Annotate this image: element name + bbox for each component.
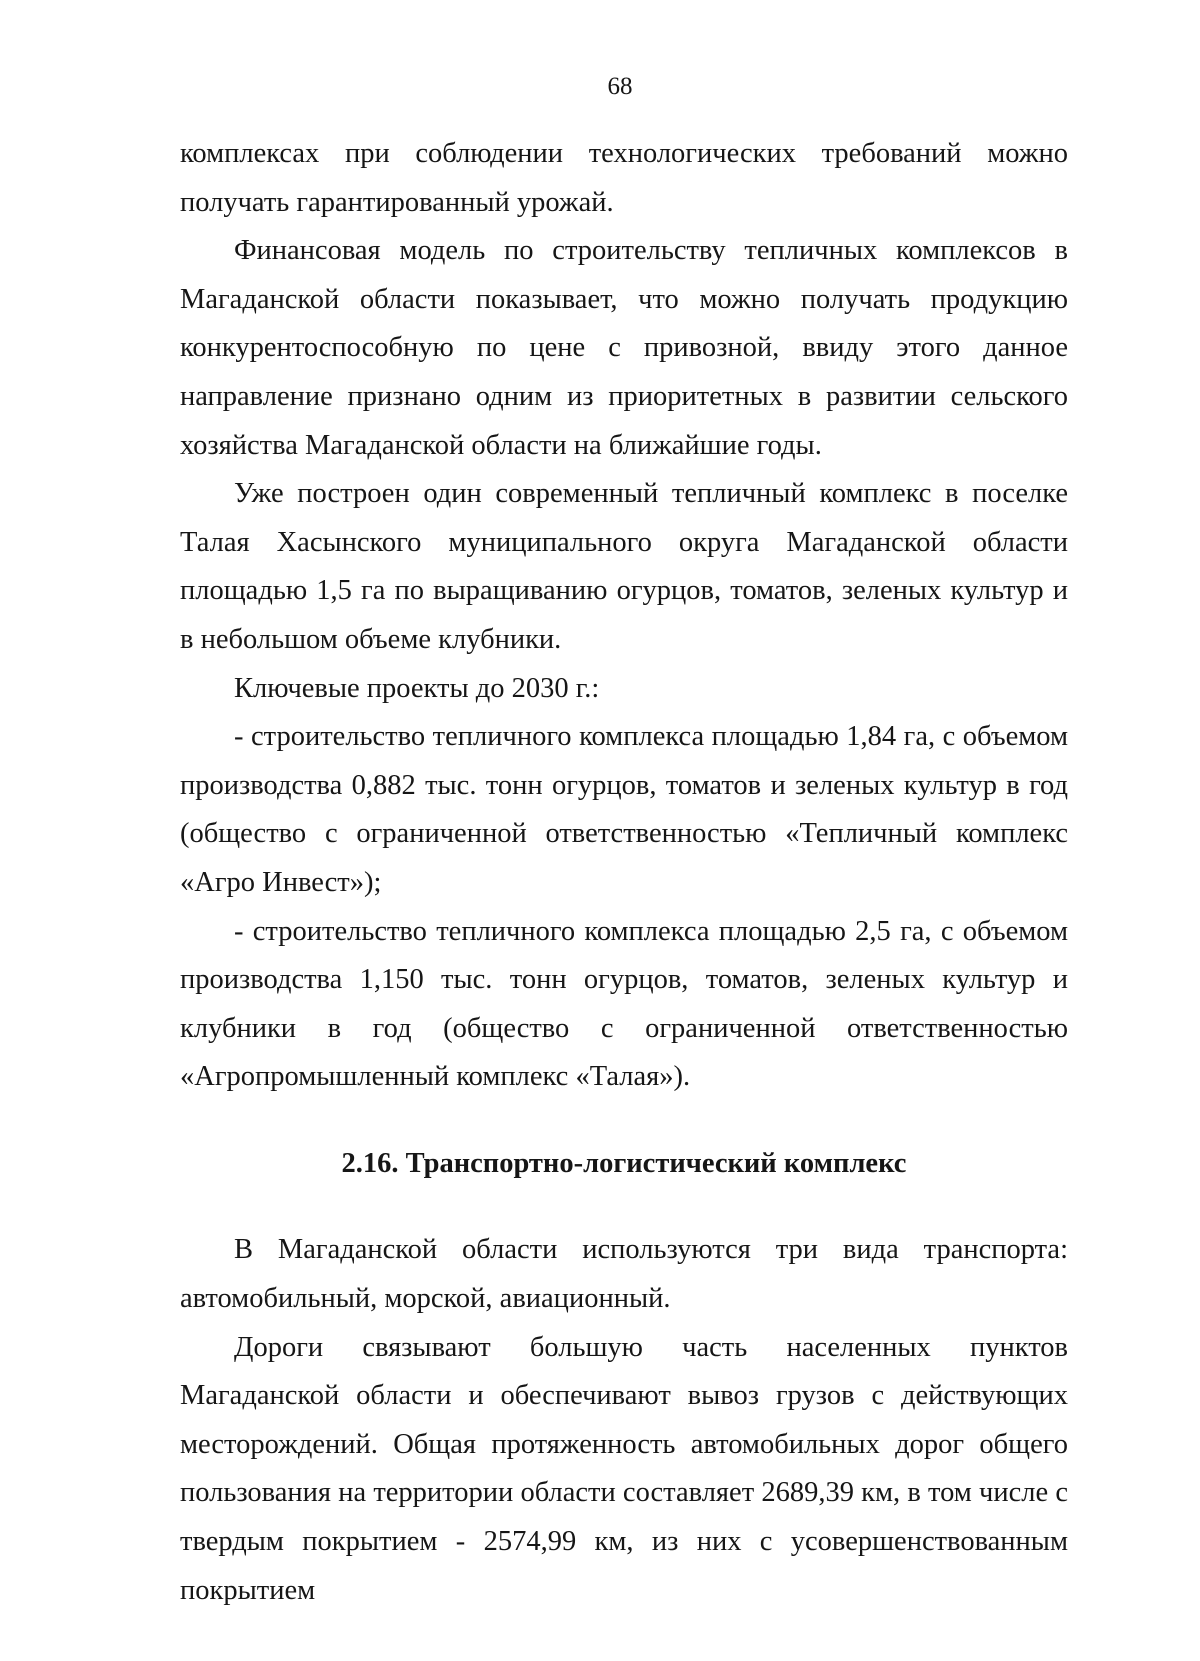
- page-number: 68: [607, 73, 633, 100]
- paragraph-roads: Дороги связывают большую часть населенных пунктов Магаданской области и обеспечивают вывоз грузов с действующих месторождений. Общая протяженность автомобильных дорог общего пользования на территории области составляет 2689,39 км, в том числе с твердым покрытием - 2574,99 км, из них с усовершенствованным покрытием: [180, 1331, 1068, 1606]
- document-body: [180, 130, 1068, 1615]
- paragraph-continuation: комплексах при соблюдении технологических требований можно получать гарантированный урожай.: [180, 138, 1068, 218]
- paragraph-financial-model: Финансовая модель по строительству тепличных комплексов в Магаданской области показывает, что можно получать продукцию конкурентоспособную по цене с привозной, ввиду этого данное направление признано одним из приоритетных в развитии сельского хозяйства Магаданской области на ближайшие годы.: [180, 235, 1068, 461]
- section-title: 2.16. Транспортно-логистический комплекс: [341, 1147, 907, 1179]
- paragraph-key-projects: Ключевые проекты до 2030 г.:: [234, 672, 600, 704]
- list-item-project-talaya: - строительство тепличного комплекса площадью 2,5 га, с объемом производства 1,150 тыс. тонн огурцов, томатов, зеленых культур и клубники в год (общество с ограниченной ответственностью «Агропромышленный комплекс «Талая»).: [180, 915, 1068, 1093]
- list-item-project-agro-invest: - строительство тепличного комплекса площадью 1,84 га, с объемом производства 0,882 тыс. тонн огурцов, томатов и зеленых культур в год (общество с ограниченной ответственностью «Тепличный комплекс «Агро Инвест»);: [180, 721, 1068, 898]
- paragraph-greenhouse-talaya: Уже построен один современный тепличный комплекс в поселке Талая Хасынского муниципального округа Магаданской области площадью 1,5 га по выращиванию огурцов, томатов, зеленых культур и в небольшом объеме клубники.: [180, 478, 1068, 655]
- paragraph-transport-types: В Магаданской области используются три вида транспорта: автомобильный, морской, авиационный.: [180, 1234, 1068, 1315]
